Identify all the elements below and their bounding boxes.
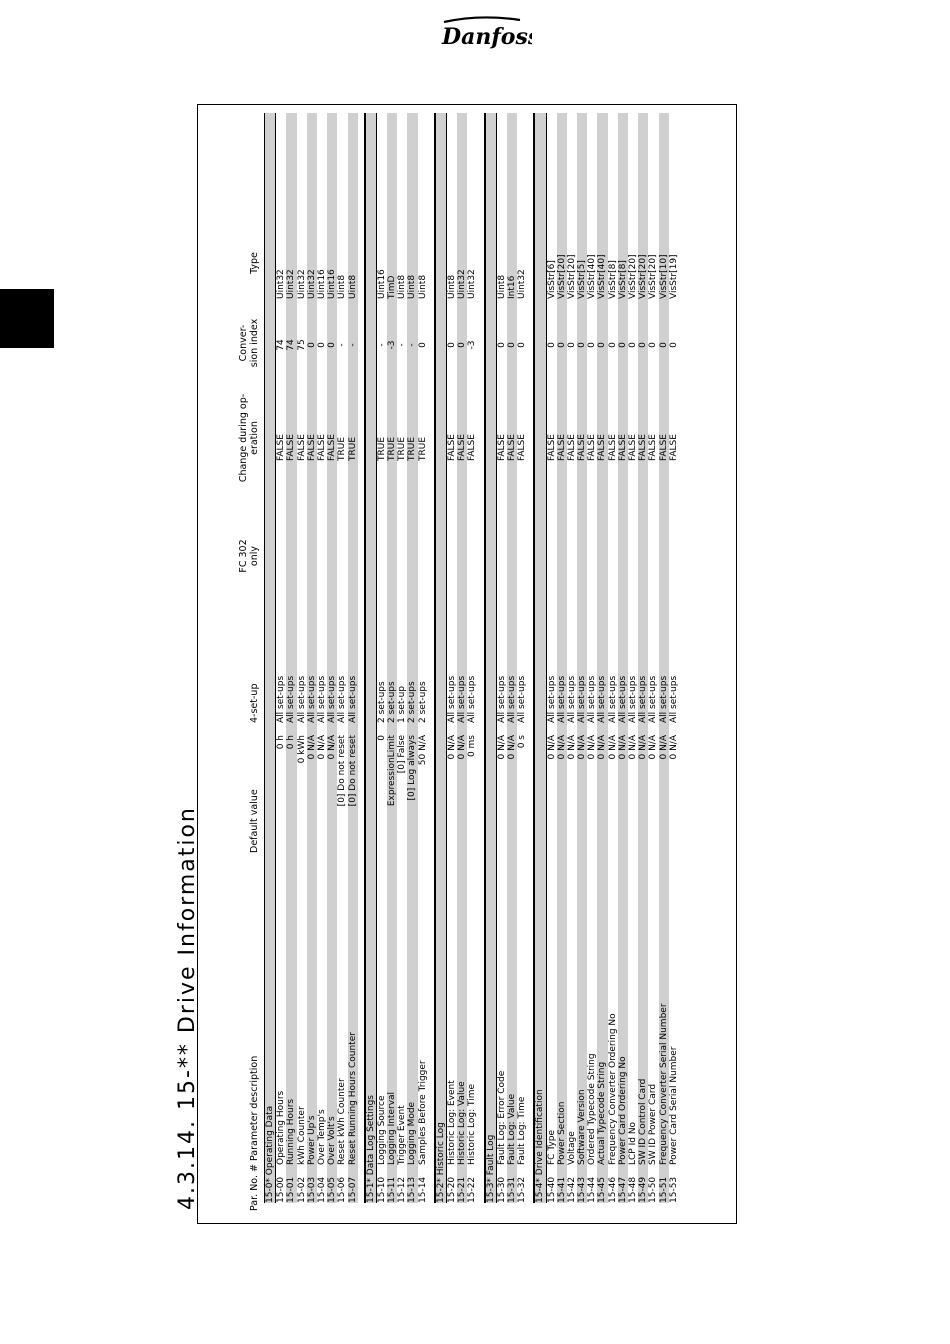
data-type: VisStr[10] — [658, 254, 669, 299]
setup-value: All set-ups — [566, 675, 577, 723]
param-number: 15-22 — [467, 1176, 478, 1203]
setup-value: All set-ups — [658, 675, 669, 723]
change-during-operation: FALSE — [296, 434, 307, 461]
default-value: 0 N/A — [628, 735, 638, 760]
param-description: Historic Log: Time — [467, 1084, 478, 1165]
table-row — [496, 113, 507, 1203]
data-type: Uint32 — [276, 269, 287, 299]
header-4-setup: 4-set-up — [249, 683, 260, 723]
group-label: 15-3* Fault Log — [485, 1134, 496, 1203]
param-description: Fault Log: Value — [506, 1093, 517, 1165]
default-value: 0 N/A — [668, 735, 679, 760]
data-type: Uint32 — [467, 269, 478, 299]
param-number: 15-10 — [376, 1176, 387, 1203]
conversion-index: 74 — [286, 339, 297, 351]
table-row — [397, 113, 407, 1203]
data-type: Uint16 — [376, 269, 387, 299]
conversion-index: 0 — [457, 342, 468, 348]
table-row — [628, 113, 638, 1203]
data-type: Uint8 — [337, 274, 348, 299]
table-row — [387, 113, 397, 1203]
conversion-index: -3 — [387, 340, 398, 350]
table-row — [546, 113, 557, 1203]
conversion-index: 0 — [587, 342, 598, 348]
param-number: 15-40 — [546, 1176, 557, 1203]
setup-value: All set-ups — [347, 675, 358, 723]
table-row — [608, 113, 618, 1203]
table-row — [337, 113, 347, 1203]
table-row — [446, 113, 457, 1203]
group-label: 15-1* Data Log Settings — [365, 1095, 376, 1203]
conversion-index: 74 — [276, 339, 287, 351]
change-during-operation: FALSE — [566, 434, 577, 461]
table-row — [597, 113, 607, 1203]
table-row — [567, 113, 577, 1203]
change-during-operation: TRUE — [347, 436, 358, 461]
data-type: VisStr[20] — [648, 254, 659, 299]
default-value: 0 N/A — [506, 735, 517, 760]
change-during-operation: FALSE — [556, 434, 567, 461]
conversion-index: 0 — [517, 342, 528, 348]
default-value: [0] Log always — [407, 735, 418, 801]
default-value: 0 N/A — [316, 735, 327, 760]
param-description: Running Hours — [286, 1098, 297, 1165]
default-value: [0] Do not reset — [347, 735, 358, 807]
setup-value: All set-ups — [517, 675, 528, 723]
default-value: ExpressionLimit — [387, 735, 398, 807]
header-default-value: Default value — [249, 789, 260, 853]
change-during-operation: FALSE — [496, 434, 507, 461]
data-type: Uint8 — [397, 274, 408, 299]
logo-text: Danfoss — [442, 24, 532, 50]
danfoss-logo — [440, 16, 532, 52]
default-value: 0 N/A — [658, 735, 669, 760]
param-description: Trigger Event — [397, 1105, 408, 1165]
param-number: 15-46 — [607, 1176, 618, 1203]
param-description: Voltage — [566, 1131, 577, 1165]
change-during-operation: FALSE — [286, 434, 297, 461]
group-header-row — [435, 113, 446, 1203]
setup-value: 1 set-up — [397, 685, 408, 723]
table-row — [517, 113, 527, 1203]
param-description: Power Up's — [306, 1115, 317, 1165]
setup-value: All set-ups — [638, 675, 649, 723]
conversion-index: - — [347, 343, 358, 347]
group-label: 15-0* Operating Data — [265, 1105, 275, 1203]
data-type: Uint16 — [316, 269, 327, 299]
data-type: Uint16 — [327, 269, 338, 299]
param-description: Power Card Serial Number — [668, 1046, 679, 1165]
param-description: Fault Log: Error Code — [496, 1070, 507, 1165]
default-value: 0 N/A — [306, 735, 317, 760]
setup-value: All set-ups — [648, 675, 659, 723]
default-value: 0 N/A — [617, 735, 628, 760]
default-value: 0 kWh — [296, 735, 307, 764]
data-type: VisStr[19] — [668, 254, 679, 299]
setup-value: All set-ups — [327, 675, 338, 723]
param-number: 15-48 — [628, 1176, 638, 1203]
setup-value: All set-ups — [496, 675, 507, 723]
data-type: Uint32 — [457, 269, 468, 299]
default-value: 0 N/A — [607, 735, 618, 760]
header-par-desc: Par. No. # Parameter description — [249, 1055, 260, 1211]
table-row — [376, 113, 387, 1203]
data-type: Uint8 — [496, 274, 507, 299]
group-label: 15-4* Drive Identification — [535, 1089, 546, 1203]
param-description: Ordered Typecode String — [587, 1053, 598, 1165]
param-number: 15-50 — [648, 1176, 659, 1203]
group-label: 15-2* Historic Log — [435, 1122, 446, 1203]
group-separator — [358, 113, 365, 1203]
change-during-operation: TRUE — [417, 436, 428, 461]
param-description: kWh Counter — [296, 1106, 307, 1165]
conversion-index: 75 — [296, 339, 307, 351]
data-type: Uint8 — [447, 274, 457, 299]
default-value: 0 N/A — [546, 735, 557, 760]
data-type: VisStr[40] — [587, 254, 598, 299]
conversion-index: 0 — [496, 342, 507, 348]
setup-value: All set-ups — [587, 675, 598, 723]
setup-value: 2 set-ups — [387, 681, 398, 723]
param-number: 15-49 — [638, 1176, 649, 1203]
group-separator — [527, 113, 534, 1203]
setup-value: All set-ups — [316, 675, 327, 723]
setup-value: All set-ups — [506, 675, 517, 723]
change-during-operation: FALSE — [457, 434, 468, 461]
param-description: Samples Before Trigger — [417, 1060, 428, 1165]
conversion-index: 0 — [447, 342, 457, 348]
change-during-operation: FALSE — [658, 434, 669, 461]
parameter-table — [197, 104, 737, 1224]
table-row — [407, 113, 417, 1203]
data-type: VisStr[8] — [607, 260, 618, 299]
setup-value: All set-ups — [607, 675, 618, 723]
param-number: 15-43 — [577, 1176, 588, 1203]
change-during-operation: TRUE — [376, 436, 387, 461]
default-value: 0 N/A — [566, 735, 577, 760]
table-row — [467, 113, 477, 1203]
data-type: Uint8 — [407, 274, 418, 299]
param-description: Operating Hours — [276, 1090, 287, 1165]
table-row — [418, 113, 428, 1203]
table-row — [648, 113, 658, 1203]
data-type: Uint32 — [286, 269, 297, 299]
default-value: 0 N/A — [597, 735, 608, 760]
conversion-index: 0 — [668, 342, 679, 348]
param-description: SW ID Power Card — [648, 1083, 659, 1165]
setup-value: All set-ups — [286, 675, 297, 723]
group-header-row — [365, 113, 376, 1203]
param-number: 15-00 — [276, 1176, 287, 1203]
param-number: 15-21 — [457, 1176, 468, 1203]
data-type: VisStr[20] — [566, 254, 577, 299]
param-number: 15-07 — [347, 1176, 358, 1203]
param-number: 15-13 — [407, 1176, 418, 1203]
setup-value: 2 set-ups — [376, 681, 387, 723]
param-description: Actual Typecode String — [597, 1061, 608, 1165]
rotated-page-content — [175, 90, 745, 1210]
param-number: 15-44 — [587, 1176, 598, 1203]
param-description: Over Temp's — [316, 1109, 327, 1165]
default-value: 0 — [376, 735, 387, 741]
change-during-operation: FALSE — [607, 434, 618, 461]
param-description: FC Type — [546, 1130, 557, 1165]
param-description: Frequency Converter Serial Number — [658, 1003, 669, 1165]
header-fc302-only: FC 302 only — [238, 539, 260, 573]
param-number: 15-12 — [397, 1176, 408, 1203]
change-during-operation: FALSE — [306, 434, 317, 461]
param-description: Power Card Ordering No — [617, 1056, 628, 1165]
table-row — [638, 113, 648, 1203]
param-number: 15-51 — [658, 1176, 669, 1203]
param-description: Over Volt's — [327, 1116, 338, 1165]
change-during-operation: FALSE — [467, 434, 478, 461]
param-number: 15-47 — [617, 1176, 628, 1203]
default-value: 0 N/A — [457, 735, 468, 760]
param-description: Software Version — [577, 1089, 588, 1165]
setup-value: All set-ups — [617, 675, 628, 723]
default-value: 0 N/A — [577, 735, 588, 760]
change-during-operation: TRUE — [387, 436, 398, 461]
setup-value: All set-ups — [597, 675, 608, 723]
setup-value: All set-ups — [457, 675, 468, 723]
table-row — [275, 113, 286, 1203]
param-number: 15-45 — [597, 1176, 608, 1203]
param-number: 15-41 — [556, 1176, 567, 1203]
table-row — [669, 113, 679, 1203]
table-body — [264, 113, 679, 1203]
conversion-index: 0 — [316, 342, 327, 348]
change-during-operation: FALSE — [506, 434, 517, 461]
conversion-index: 0 — [648, 342, 659, 348]
table-row — [348, 113, 358, 1203]
param-description: Frequency Converter Ordering No — [607, 1013, 618, 1165]
param-number: 15-14 — [417, 1176, 428, 1203]
conversion-index: 0 — [597, 342, 608, 348]
change-during-operation: FALSE — [617, 434, 628, 461]
default-value: 0 N/A — [648, 735, 659, 760]
default-value: 50 N/A — [417, 735, 428, 766]
table-row — [618, 113, 628, 1203]
table-row — [659, 113, 669, 1203]
param-description: Historic Log: Value — [457, 1081, 468, 1165]
default-value: 0 N/A — [638, 735, 649, 760]
data-type: Uint32 — [306, 269, 317, 299]
table-row — [557, 113, 567, 1203]
change-during-operation: FALSE — [638, 434, 649, 461]
setup-value: All set-ups — [546, 675, 557, 723]
table-row — [307, 113, 317, 1203]
param-description: LCP Id No — [628, 1121, 638, 1165]
param-number: 15-32 — [517, 1176, 528, 1203]
param-number: 15-30 — [496, 1176, 507, 1203]
change-during-operation: FALSE — [517, 434, 528, 461]
param-number: 15-04 — [316, 1176, 327, 1203]
header-conversion-index: Conver- sion index — [238, 318, 260, 368]
default-value: [0] False — [397, 735, 408, 774]
table-row — [507, 113, 517, 1203]
default-value: 0 ms — [467, 735, 478, 758]
data-type: VisStr[6] — [546, 260, 557, 299]
header-type: Type — [249, 252, 260, 274]
setup-value: 2 set-ups — [407, 681, 418, 723]
change-during-operation: FALSE — [587, 434, 598, 461]
setup-value: All set-ups — [556, 675, 567, 723]
section-title: 4.3.14. 15-** Drive Information — [175, 806, 200, 1210]
data-type: Uint32 — [296, 269, 307, 299]
data-type: Int16 — [506, 275, 517, 299]
setup-value: All set-ups — [668, 675, 679, 723]
conversion-index: 0 — [506, 342, 517, 348]
setup-value: All set-ups — [577, 675, 588, 723]
param-number: 15-53 — [668, 1176, 679, 1203]
chapter-tab-marker — [0, 289, 54, 348]
group-separator — [478, 113, 485, 1203]
conversion-index: 0 — [417, 342, 428, 348]
default-value: 0 N/A — [587, 735, 598, 760]
conversion-index: 0 — [306, 342, 317, 348]
conversion-index: 0 — [577, 342, 588, 348]
param-description: Power Section — [556, 1101, 567, 1165]
conversion-index: 0 — [566, 342, 577, 348]
conversion-index: - — [397, 343, 408, 347]
group-header-row — [264, 113, 275, 1203]
setup-value: All set-ups — [628, 675, 638, 723]
param-description: Reset kWh Counter — [337, 1078, 348, 1165]
param-number: 15-11 — [387, 1176, 398, 1203]
table-row — [327, 113, 337, 1203]
param-description: Reset Running Hours Counter — [347, 1032, 358, 1165]
default-value: 0 N/A — [556, 735, 567, 760]
conversion-index: 0 — [617, 342, 628, 348]
conversion-index: 0 — [628, 342, 638, 348]
change-during-operation: FALSE — [668, 434, 679, 461]
group-header-row — [485, 113, 496, 1203]
table-row — [457, 113, 467, 1203]
data-type: Uint8 — [417, 274, 428, 299]
param-number: 15-20 — [447, 1176, 457, 1203]
change-during-operation: FALSE — [577, 434, 588, 461]
param-description: SW ID Control Card — [638, 1078, 649, 1165]
conversion-index: 0 — [546, 342, 557, 348]
conversion-index: 0 — [658, 342, 669, 348]
change-during-operation: FALSE — [327, 434, 338, 461]
change-during-operation: FALSE — [628, 434, 638, 461]
data-type: Uint8 — [347, 274, 358, 299]
param-number: 15-03 — [306, 1176, 317, 1203]
group-separator — [428, 113, 435, 1203]
param-description: Logging Interval — [387, 1091, 398, 1165]
param-description: Logging Mode — [407, 1101, 418, 1165]
data-type: VisStr[8] — [617, 260, 628, 299]
change-during-operation: FALSE — [546, 434, 557, 461]
default-value: 0 h — [286, 735, 297, 750]
change-during-operation: TRUE — [397, 436, 408, 461]
table-row — [297, 113, 307, 1203]
default-value: [0] Do not reset — [337, 735, 348, 807]
change-during-operation: FALSE — [276, 434, 287, 461]
data-type: VisStr[40] — [597, 254, 608, 299]
setup-value: 2 set-ups — [417, 681, 428, 723]
header-change-during-operation: Change during op- eration — [238, 393, 260, 483]
default-value: 0 N/A — [447, 735, 457, 760]
change-during-operation: FALSE — [447, 434, 457, 461]
table-row — [286, 113, 296, 1203]
default-value: 0 h — [276, 735, 287, 750]
table-row — [577, 113, 587, 1203]
table-row — [317, 113, 327, 1203]
table-row — [587, 113, 597, 1203]
change-during-operation: TRUE — [337, 436, 348, 461]
default-value: 0 N/A — [327, 735, 338, 760]
setup-value: All set-ups — [296, 675, 307, 723]
param-number: 15-01 — [286, 1176, 297, 1203]
data-type: VisStr[20] — [638, 254, 649, 299]
param-number: 15-31 — [506, 1176, 517, 1203]
param-description: Logging Source — [376, 1095, 387, 1165]
conversion-index: - — [337, 343, 348, 347]
conversion-index: 0 — [638, 342, 649, 348]
conversion-index: - — [376, 343, 387, 347]
default-value: 0 N/A — [496, 735, 507, 760]
change-during-operation: FALSE — [597, 434, 608, 461]
data-type: TimD — [387, 275, 398, 299]
param-description: Fault Log: Time — [517, 1096, 528, 1165]
setup-value: All set-ups — [467, 675, 478, 723]
data-type: Uint32 — [517, 269, 528, 299]
setup-value: All set-ups — [447, 675, 457, 723]
data-type: VisStr[5] — [577, 260, 588, 299]
param-number: 15-02 — [296, 1176, 307, 1203]
change-during-operation: TRUE — [407, 436, 418, 461]
conversion-index: 0 — [607, 342, 618, 348]
conversion-index: - — [407, 343, 418, 347]
change-during-operation: FALSE — [316, 434, 327, 461]
setup-value: All set-ups — [276, 675, 287, 723]
group-header-row — [534, 113, 545, 1203]
change-during-operation: FALSE — [648, 434, 659, 461]
data-type: VisStr[20] — [556, 254, 567, 299]
param-number: 15-05 — [327, 1176, 338, 1203]
param-description: Historic Log: Event — [447, 1080, 457, 1165]
default-value: 0 s — [517, 735, 528, 749]
setup-value: All set-ups — [306, 675, 317, 723]
param-number: 15-06 — [337, 1176, 348, 1203]
param-number: 15-42 — [566, 1176, 577, 1203]
conversion-index: 0 — [327, 342, 338, 348]
setup-value: All set-ups — [337, 675, 348, 723]
conversion-index: -3 — [467, 340, 478, 350]
conversion-index: 0 — [556, 342, 567, 348]
data-type: VisStr[20] — [628, 254, 638, 299]
